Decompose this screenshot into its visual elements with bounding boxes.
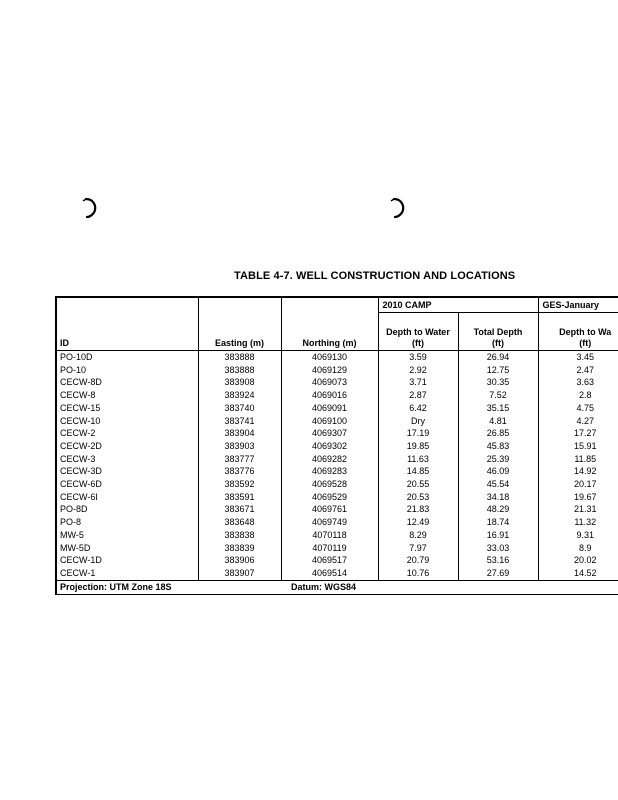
- cell-easting: 383741: [198, 415, 281, 428]
- cell-easting: 383924: [198, 389, 281, 402]
- table-row: [56, 453, 618, 466]
- cell-northing: 4069517: [281, 554, 378, 567]
- cell-id: CECW-3: [56, 453, 198, 466]
- cell-total-depth: 46.09: [458, 465, 538, 478]
- cell-total-depth: 33.03: [458, 542, 538, 555]
- cell-total-depth: 27.69: [458, 567, 538, 580]
- cell-northing: 4069761: [281, 503, 378, 516]
- table-row: [56, 465, 618, 478]
- cell-depth-to-water: 8.29: [378, 529, 458, 542]
- cell-ges-depth-to-water: 2.47: [538, 364, 618, 377]
- cell-northing: 4069129: [281, 364, 378, 377]
- header-ges-depth-to-water: [538, 313, 618, 351]
- table-row: [56, 402, 618, 415]
- empty-cell: [56, 297, 198, 313]
- cell-total-depth: 4.81: [458, 415, 538, 428]
- cell-ges-depth-to-water: 20.02: [538, 554, 618, 567]
- cell-depth-to-water: 3.59: [378, 351, 458, 364]
- cell-ges-depth-to-water: 20.17: [538, 478, 618, 491]
- header-total-depth-line2: (ft): [492, 338, 504, 348]
- cell-easting: 383648: [198, 516, 281, 529]
- cell-northing: 4069514: [281, 567, 378, 580]
- cell-id: CECW-8D: [56, 376, 198, 389]
- table-row: [56, 503, 618, 516]
- header-depth-to-water: [378, 313, 458, 351]
- header-depth-to-water-line1: Depth to Water: [386, 327, 450, 337]
- table-row: [56, 478, 618, 491]
- cell-total-depth: 30.35: [458, 376, 538, 389]
- table-row: [56, 567, 618, 580]
- table-row: [56, 542, 618, 555]
- cell-id: CECW-6D: [56, 478, 198, 491]
- cell-depth-to-water: 20.53: [378, 491, 458, 504]
- cell-easting: 383838: [198, 529, 281, 542]
- well-construction-table: [55, 296, 618, 595]
- cell-depth-to-water: 14.85: [378, 465, 458, 478]
- empty-cell: [198, 297, 281, 313]
- table-row: [56, 516, 618, 529]
- cell-ges-depth-to-water: 11.32: [538, 516, 618, 529]
- cell-id: PO-8: [56, 516, 198, 529]
- cell-id: MW-5D: [56, 542, 198, 555]
- cell-ges-depth-to-water: 4.75: [538, 402, 618, 415]
- cell-easting: 383777: [198, 453, 281, 466]
- cell-easting: 383839: [198, 542, 281, 555]
- cell-northing: 4069302: [281, 440, 378, 453]
- cell-total-depth: 26.94: [458, 351, 538, 364]
- cell-total-depth: 18.74: [458, 516, 538, 529]
- cell-id: PO-10D: [56, 351, 198, 364]
- binding-hole-mark-left: [78, 196, 100, 220]
- cell-northing: 4069100: [281, 415, 378, 428]
- cell-id: PO-10: [56, 364, 198, 377]
- empty-cell: [281, 297, 378, 313]
- cell-northing: 4069016: [281, 389, 378, 402]
- cell-id: CECW-2: [56, 427, 198, 440]
- cell-depth-to-water: 17.19: [378, 427, 458, 440]
- cell-ges-depth-to-water: 14.52: [538, 567, 618, 580]
- cell-depth-to-water: 2.87: [378, 389, 458, 402]
- cell-northing: 4069091: [281, 402, 378, 415]
- table-title: TABLE 4-7. WELL CONSTRUCTION AND LOCATIONS: [234, 270, 516, 282]
- group-header-row: [56, 297, 618, 313]
- cell-easting: 383671: [198, 503, 281, 516]
- cell-id: CECW-8: [56, 389, 198, 402]
- cell-total-depth: 7.52: [458, 389, 538, 402]
- cell-depth-to-water: 10.76: [378, 567, 458, 580]
- header-northing: Northing (m): [281, 313, 378, 351]
- cell-ges-depth-to-water: 3.45: [538, 351, 618, 364]
- table-row: [56, 364, 618, 377]
- cell-ges-depth-to-water: 11.85: [538, 453, 618, 466]
- cell-ges-depth-to-water: 17.27: [538, 427, 618, 440]
- cell-depth-to-water: Dry: [378, 415, 458, 428]
- cell-id: CECW-6I: [56, 491, 198, 504]
- cell-depth-to-water: 19.85: [378, 440, 458, 453]
- group-header-camp: 2010 CAMP: [378, 297, 538, 313]
- cell-northing: 4070119: [281, 542, 378, 555]
- cell-depth-to-water: 20.55: [378, 478, 458, 491]
- table-row: [56, 351, 618, 364]
- cell-depth-to-water: 12.49: [378, 516, 458, 529]
- cell-easting: 383591: [198, 491, 281, 504]
- header-depth-to-water-line2: (ft): [412, 338, 424, 348]
- table-row: [56, 376, 618, 389]
- cell-id: CECW-10: [56, 415, 198, 428]
- cell-id: CECW-3D: [56, 465, 198, 478]
- footer-row: [56, 580, 618, 594]
- cell-easting: 383888: [198, 351, 281, 364]
- cell-northing: 4070118: [281, 529, 378, 542]
- cell-easting: 383908: [198, 376, 281, 389]
- cell-depth-to-water: 2.92: [378, 364, 458, 377]
- cell-total-depth: 35.15: [458, 402, 538, 415]
- cell-northing: 4069529: [281, 491, 378, 504]
- cell-easting: 383740: [198, 402, 281, 415]
- cell-ges-depth-to-water: 2.8: [538, 389, 618, 402]
- column-header-row: [56, 313, 618, 351]
- cell-ges-depth-to-water: 4.27: [538, 415, 618, 428]
- cell-ges-depth-to-water: 3.63: [538, 376, 618, 389]
- table-row: [56, 491, 618, 504]
- cell-northing: 4069130: [281, 351, 378, 364]
- cell-easting: 383776: [198, 465, 281, 478]
- cell-total-depth: 16.91: [458, 529, 538, 542]
- cell-total-depth: 45.54: [458, 478, 538, 491]
- cell-ges-depth-to-water: 8.9: [538, 542, 618, 555]
- table-row: [56, 529, 618, 542]
- cell-northing: 4069307: [281, 427, 378, 440]
- cell-total-depth: 45.83: [458, 440, 538, 453]
- cell-id: CECW-1D: [56, 554, 198, 567]
- cell-depth-to-water: 11.63: [378, 453, 458, 466]
- cell-total-depth: 53.16: [458, 554, 538, 567]
- footer-datum: Datum: WGS84: [281, 580, 618, 594]
- cell-northing: 4069282: [281, 453, 378, 466]
- cell-depth-to-water: 20.79: [378, 554, 458, 567]
- table-row: [56, 440, 618, 453]
- cell-ges-depth-to-water: 9.31: [538, 529, 618, 542]
- table-row: [56, 554, 618, 567]
- cell-depth-to-water: 6.42: [378, 402, 458, 415]
- cell-northing: 4069749: [281, 516, 378, 529]
- header-easting: Easting (m): [198, 313, 281, 351]
- cell-id: CECW-2D: [56, 440, 198, 453]
- header-total-depth: [458, 313, 538, 351]
- cell-id: CECW-15: [56, 402, 198, 415]
- cell-id: PO-8D: [56, 503, 198, 516]
- cell-total-depth: 25.39: [458, 453, 538, 466]
- cell-total-depth: 34.18: [458, 491, 538, 504]
- cell-northing: 4069283: [281, 465, 378, 478]
- cell-total-depth: 12.75: [458, 364, 538, 377]
- cell-total-depth: 26.85: [458, 427, 538, 440]
- cell-easting: 383903: [198, 440, 281, 453]
- cell-easting: 383906: [198, 554, 281, 567]
- cell-depth-to-water: 7.97: [378, 542, 458, 555]
- cell-easting: 383907: [198, 567, 281, 580]
- cell-id: MW-5: [56, 529, 198, 542]
- binding-hole-mark-right: [386, 196, 408, 220]
- cell-ges-depth-to-water: 14.92: [538, 465, 618, 478]
- cell-depth-to-water: 21.83: [378, 503, 458, 516]
- table-row: [56, 389, 618, 402]
- cell-easting: 383888: [198, 364, 281, 377]
- table-row: [56, 415, 618, 428]
- cell-northing: 4069073: [281, 376, 378, 389]
- header-id: ID: [56, 313, 198, 351]
- cell-ges-depth-to-water: 21.31: [538, 503, 618, 516]
- cell-northing: 4069528: [281, 478, 378, 491]
- group-header-ges: GES-January: [538, 297, 618, 313]
- cell-total-depth: 48.29: [458, 503, 538, 516]
- header-total-depth-line1: Total Depth: [473, 327, 523, 337]
- cell-ges-depth-to-water: 15.91: [538, 440, 618, 453]
- cell-depth-to-water: 3.71: [378, 376, 458, 389]
- header-ges-depth-line2: (ft): [579, 338, 592, 348]
- well-table-wrapper: [55, 296, 618, 595]
- cell-easting: 383904: [198, 427, 281, 440]
- header-ges-depth-line1: Depth to Wa: [559, 327, 612, 337]
- cell-id: CECW-1: [56, 567, 198, 580]
- footer-projection: Projection: UTM Zone 18S: [56, 580, 281, 594]
- cell-easting: 383592: [198, 478, 281, 491]
- cell-ges-depth-to-water: 19.67: [538, 491, 618, 504]
- table-row: [56, 427, 618, 440]
